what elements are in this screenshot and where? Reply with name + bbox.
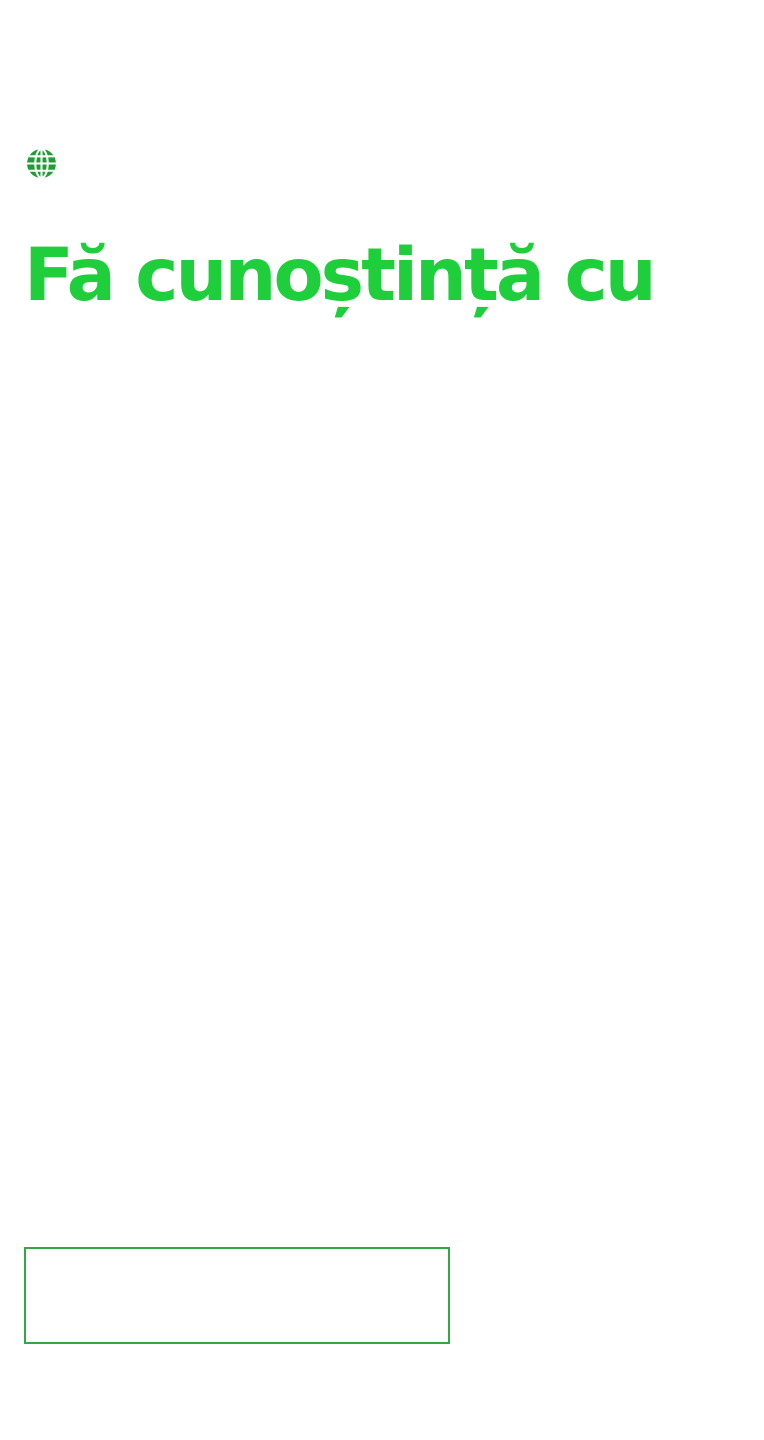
globe-icon (25, 147, 58, 180)
primary-action-button[interactable] (24, 1247, 450, 1344)
language-selector[interactable] (24, 146, 58, 180)
page-title: Fă cunoștință cu (24, 233, 654, 318)
